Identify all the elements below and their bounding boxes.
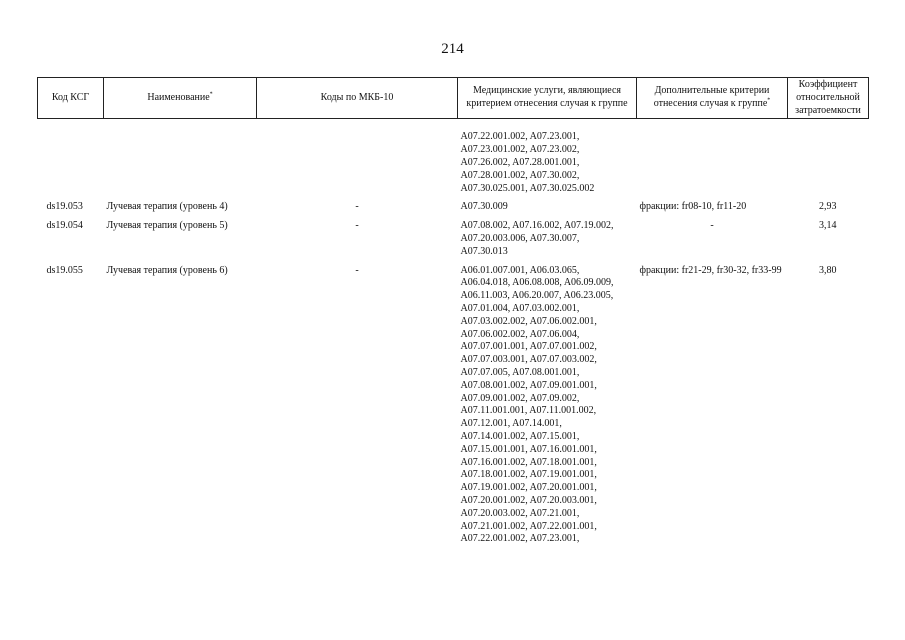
cell-name: Лучевая терапия (уровень 4) xyxy=(106,201,228,213)
service-line: A07.20.001.002, A07.20.003.001, xyxy=(460,494,597,506)
cell-services xyxy=(458,265,637,553)
table-row xyxy=(38,220,869,264)
service-line: A07.30.025.001, A07.30.025.002 xyxy=(460,182,595,194)
cell-mkb xyxy=(257,119,458,201)
service-line: A07.08.002, A07.16.002, A07.19.002, xyxy=(460,220,614,232)
service-line: A07.22.001.002, A07.23.001, xyxy=(460,533,580,545)
service-line: A07.28.001.002, A07.30.002, xyxy=(460,169,580,181)
cell-coefficient: 3,14 xyxy=(819,220,837,232)
service-line: A07.06.002.002, A07.06.004, xyxy=(460,328,580,340)
cell-code xyxy=(38,119,104,201)
service-line: A07.14.001.002, A07.15.001, xyxy=(460,430,580,442)
cell-mkb: - xyxy=(355,201,359,213)
header-criteria-note: * xyxy=(767,97,771,104)
header-name: Наименование* xyxy=(104,78,257,119)
cell-coefficient: 3,80 xyxy=(819,264,837,276)
service-line: A07.20.003.006, A07.30.007, xyxy=(460,232,580,244)
cell-criteria: фракции: fr08-10, fr11-20 xyxy=(639,201,747,213)
service-line: A06.11.003, A06.20.007, A06.23.005, xyxy=(460,290,614,302)
table-header-row xyxy=(38,78,869,119)
header-coefficient: Коэффициент относительной затратоемкости xyxy=(788,78,869,119)
service-line: A07.18.001.002, A07.19.001.001, xyxy=(460,469,597,481)
cell-name xyxy=(104,119,257,201)
service-line: A07.15.001.001, A07.16.001.001, xyxy=(460,443,597,455)
service-line: A07.20.003.002, A07.21.001, xyxy=(460,507,580,519)
page-number: 214 xyxy=(441,41,464,57)
service-line: A07.16.001.002, A07.18.001.001, xyxy=(460,456,597,468)
table-row xyxy=(38,119,869,201)
cell-criteria: фракции: fr21-29, fr30-32, fr33-99 xyxy=(639,264,782,276)
service-line: A07.30.009 xyxy=(460,201,508,213)
ksg-table xyxy=(37,77,869,552)
service-line: A07.21.001.002, A07.22.001.001, xyxy=(460,520,597,532)
cell-criteria xyxy=(637,119,788,201)
cell-coefficient: 2,93 xyxy=(819,201,837,213)
service-line: A07.07.001.001, A07.07.001.002, xyxy=(460,341,597,353)
header-mkb: Коды по МКБ-10 xyxy=(257,78,458,119)
service-line: A06.04.018, A06.08.008, A06.09.009, xyxy=(460,277,614,289)
header-criteria: Дополнительные критерии отнесения случая к группе* xyxy=(637,78,788,119)
cell-coefficient xyxy=(788,119,869,201)
header-code: Код КСГ xyxy=(38,78,104,119)
header-services: Медицинские услуги, являющиеся критерием отнесения случая к группе xyxy=(458,78,637,119)
service-line: A06.01.007.001, A06.03.065, xyxy=(460,264,580,276)
cell-mkb: - xyxy=(355,220,359,232)
service-line: A07.07.005, A07.08.001.001, xyxy=(460,366,580,378)
cell-code: ds19.055 xyxy=(46,264,83,276)
cell-criteria: - xyxy=(710,220,714,232)
cell-mkb: - xyxy=(355,264,359,276)
header-name-note: * xyxy=(209,91,213,98)
cell-code: ds19.054 xyxy=(46,220,83,232)
cell-services xyxy=(458,220,637,264)
table-row xyxy=(38,265,869,553)
cell-name: Лучевая терапия (уровень 5) xyxy=(106,220,228,232)
service-line: A07.08.001.002, A07.09.001.001, xyxy=(460,379,597,391)
service-line: A07.03.002.002, A07.06.002.001, xyxy=(460,315,597,327)
service-line: A07.23.001.002, A07.23.002, xyxy=(460,144,580,156)
service-line: A07.11.001.001, A07.11.001.002, xyxy=(460,405,597,417)
service-line: A07.30.013 xyxy=(460,245,508,257)
service-line: A07.09.001.002, A07.09.002, xyxy=(460,392,580,404)
service-line: A07.26.002, A07.28.001.001, xyxy=(460,156,580,168)
service-line: A07.01.004, A07.03.002.001, xyxy=(460,302,580,314)
cell-name: Лучевая терапия (уровень 6) xyxy=(106,264,228,276)
cell-services xyxy=(458,119,637,201)
service-line: A07.22.001.002, A07.23.001, xyxy=(460,131,580,143)
service-line: A07.19.001.002, A07.20.001.001, xyxy=(460,482,597,494)
table-row xyxy=(38,201,869,220)
service-line: A07.12.001, A07.14.001, xyxy=(460,418,562,430)
cell-code: ds19.053 xyxy=(46,201,83,213)
cell-services xyxy=(458,201,637,220)
service-line: A07.07.003.001, A07.07.003.002, xyxy=(460,354,597,366)
